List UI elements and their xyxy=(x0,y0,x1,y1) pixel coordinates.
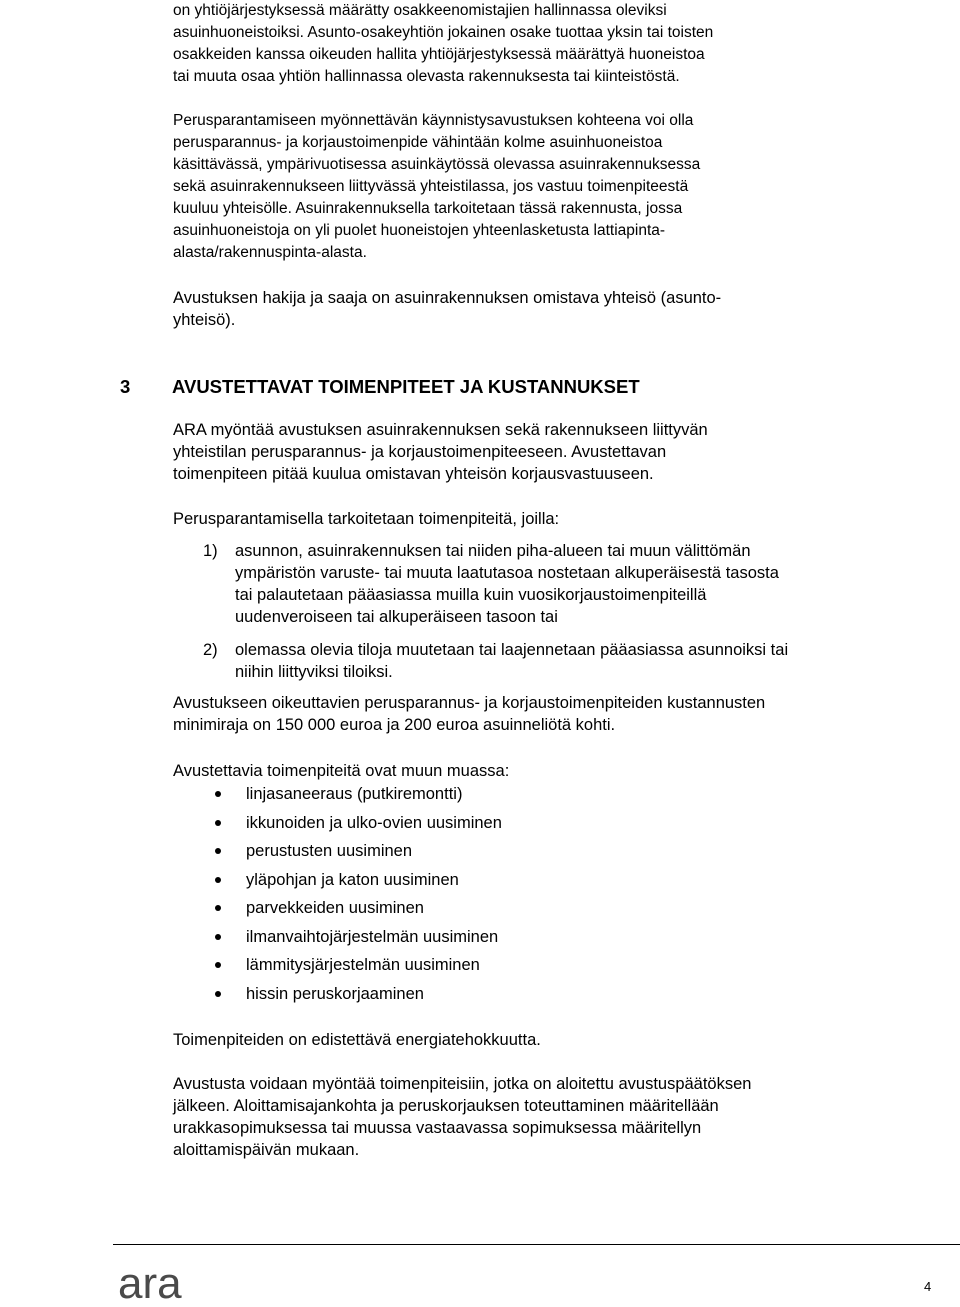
section-title: AVUSTETTAVAT TOIMENPITEET JA KUSTANNUKSET xyxy=(172,376,640,397)
text-line: Avustuksen hakija ja saaja on asuinrakennuksen omistava yhteisö (asunto- xyxy=(173,289,722,307)
text-line: yhteisö). xyxy=(173,311,236,329)
footer-divider xyxy=(113,1244,960,1245)
section-number: 3 xyxy=(120,376,131,397)
text-line: Perusparantamiseen myönnettävän käynnistysavustuksen kohteena voi olla xyxy=(173,112,694,129)
bullet-icon xyxy=(215,820,221,826)
list-item-label: ikkunoiden ja ulko-ovien uusiminen xyxy=(246,813,502,832)
list-number: 1) xyxy=(203,542,218,560)
text-line: yhteistilan perusparannus- ja korjaustoimenpiteeseen. Avustettavan xyxy=(173,443,667,461)
list-item xyxy=(173,897,502,926)
bullet-icon xyxy=(215,905,221,911)
energy-paragraph xyxy=(173,1029,863,1051)
text-line: Perusparantamisella tarkoitetaan toimenpiteitä, joilla: xyxy=(173,510,560,528)
text-line: käsittävässä, ympärivuotisessa asuinkäytössä olevassa asuinrakennuksessa xyxy=(173,156,701,173)
text-line: minimiraja on 150 000 euroa ja 200 euroa asuinneliötä kohti. xyxy=(173,716,616,734)
text-line: tai muuta osaa yhtiön hallinnassa olevasta rakennuksesta tai kiinteistöstä. xyxy=(173,68,680,85)
text-line: Toimenpiteiden on edistettävä energiatehokkuutta. xyxy=(173,1031,541,1049)
list-item-label: lämmitysjärjestelmän uusiminen xyxy=(246,956,480,974)
list-item xyxy=(173,926,502,955)
text-line: Avustettavia toimenpiteitä ovat muun muassa: xyxy=(173,762,510,780)
list-item-label: perustusten uusiminen xyxy=(246,842,413,860)
logo-text: ara xyxy=(118,1262,182,1304)
list-item-label: parvekkeiden uusiminen xyxy=(246,899,424,917)
list-item-label: yläpohjan ja katon uusiminen xyxy=(246,870,459,889)
list-number: 2) xyxy=(203,641,218,659)
text-line: uudenveroiseen tai alkuperäiseen tasoon tai xyxy=(235,608,558,626)
list-item-label: hissin peruskorjaaminen xyxy=(246,984,424,1003)
list-intro-paragraph xyxy=(173,760,863,782)
text-line: urakkasopimuksessa tai muussa vastaavassa sopimuksessa määritellyn xyxy=(173,1119,702,1137)
list-item xyxy=(173,869,502,898)
text-line: sekä asuinrakennukseen liittyvässä yhteistilassa, jos vastuu toimenpiteestä xyxy=(173,178,689,195)
text-line: asuinhuoneistoja on yli puolet huoneistojen yhteenlasketusta lattiapinta- xyxy=(173,222,666,239)
list-item-label: linjasaneeraus (putkiremontti) xyxy=(246,785,463,803)
list-item-label: ilmanvaihtojärjestelmän uusiminen xyxy=(246,927,499,946)
numbered-list xyxy=(203,540,893,683)
section-heading xyxy=(120,376,640,398)
page-number: 4 xyxy=(924,1279,932,1294)
intro-paragraph xyxy=(173,0,863,88)
bullet-icon xyxy=(215,791,221,797)
start-paragraph xyxy=(173,1073,863,1161)
list-item xyxy=(203,540,893,628)
target-paragraph xyxy=(173,110,863,264)
bullet-icon xyxy=(215,962,221,968)
text-line: niihin liittyviksi tiloiksi. xyxy=(235,663,393,681)
text-line: kuuluu yhteisölle. Asuinrakennuksella tarkoitetaan tässä rakennusta, jossa xyxy=(173,200,683,217)
bullet-list xyxy=(173,783,502,1011)
list-item xyxy=(173,840,502,869)
bullet-icon xyxy=(215,848,221,854)
bullet-icon xyxy=(215,934,221,940)
text-line: olemassa olevia tiloja muutetaan tai laajennetaan pääasiassa asunnoiksi tai xyxy=(235,641,789,659)
text-line: ympäristön varuste- tai muuta laatutasoa nostetaan alkuperäisestä tasosta xyxy=(235,564,779,582)
text-line: ARA myöntää avustuksen asuinrakennuksen sekä rakennukseen liittyvän xyxy=(173,421,708,439)
definition-paragraph xyxy=(173,508,863,530)
ara-logo xyxy=(118,1262,192,1304)
minimum-paragraph xyxy=(173,692,863,736)
list-item xyxy=(173,983,502,1012)
list-item xyxy=(173,812,502,841)
list-item xyxy=(203,639,893,683)
applicant-paragraph xyxy=(173,287,863,331)
bullet-icon xyxy=(215,991,221,997)
text-line: toimenpiteen pitää kuulua omistavan yhteisön korjausvastuuseen. xyxy=(173,465,654,483)
text-line: Avustukseen oikeuttavien perusparannus- ja korjaustoimenpiteiden kustannusten xyxy=(173,694,766,712)
text-line: perusparannus- ja korjaustoimenpide vähintään kolme asuinhuoneistoa xyxy=(173,134,663,151)
text-line: osakkeiden kanssa oikeuden hallita yhtiöjärjestyksessä määrättyä huoneistoa xyxy=(173,46,705,63)
text-line: tai palautetaan pääasiassa muilla kuin vuosikorjaustoimenpiteillä xyxy=(235,586,707,604)
text-line: asuinhuoneistoiksi. Asunto-osakeyhtiön jokainen osake tuottaa yksin tai toisten xyxy=(173,24,714,41)
text-line: jälkeen. Aloittamisajankohta ja peruskorjauksen toteuttaminen määritellään xyxy=(173,1097,719,1115)
ara-paragraph xyxy=(173,419,863,485)
text-line: asunnon, asuinrakennuksen tai niiden piha-alueen tai muun välittömän xyxy=(235,542,751,560)
text-line: aloittamispäivän mukaan. xyxy=(173,1141,360,1159)
text-line: Avustusta voidaan myöntää toimenpiteisiin, jotka on aloitettu avustuspäätöksen xyxy=(173,1075,752,1093)
bullet-icon xyxy=(215,877,221,883)
text-line: on yhtiöjärjestyksessä määrätty osakkeenomistajien hallinnassa oleviksi xyxy=(173,2,667,19)
text-line: alasta/rakennuspinta-alasta. xyxy=(173,244,367,261)
list-item xyxy=(173,954,502,983)
list-item xyxy=(173,783,502,812)
